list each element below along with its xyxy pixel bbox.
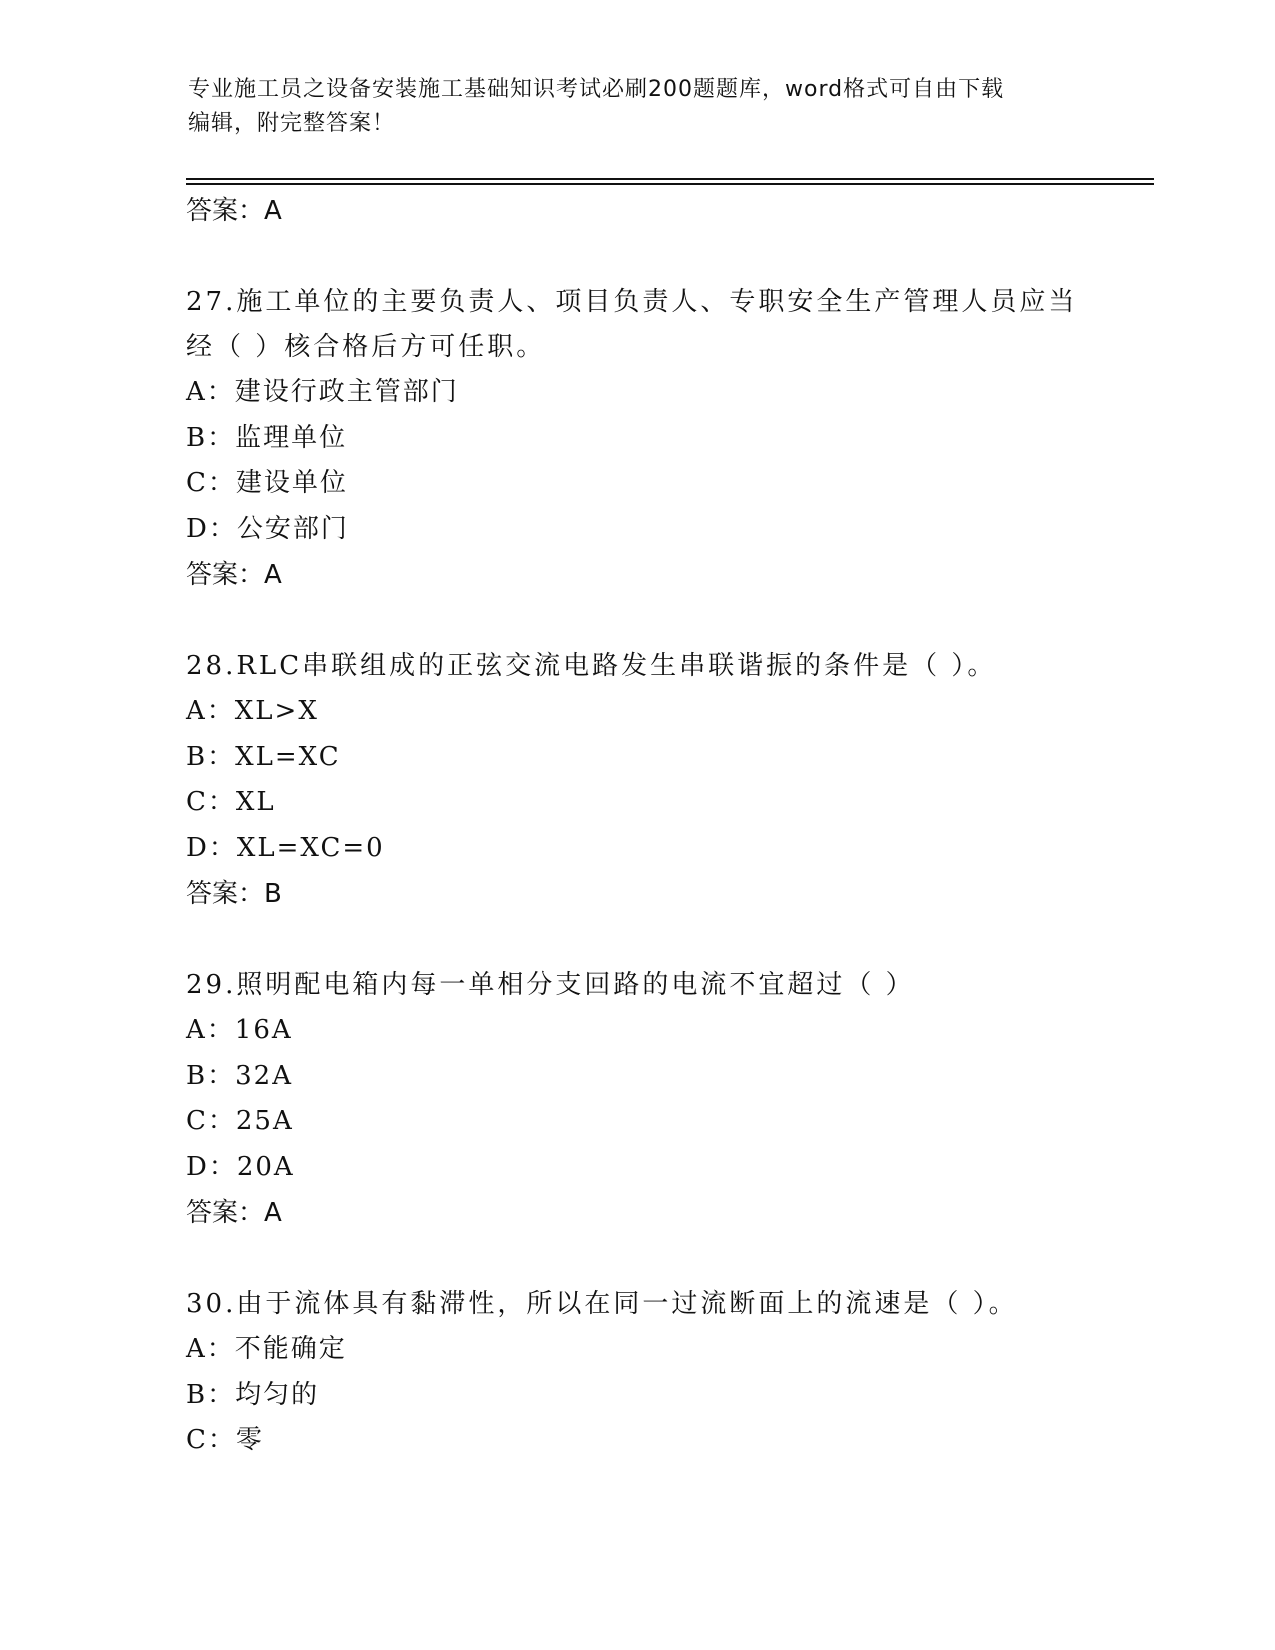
question-30 xyxy=(186,1282,1086,1464)
answer-line: 答案：A xyxy=(186,560,282,590)
option-d: D：XL=XC=0 xyxy=(186,832,385,863)
question-text xyxy=(186,280,1086,325)
option-c: C：建设单位 xyxy=(186,468,348,498)
question-number: 28. xyxy=(186,651,237,681)
document-body xyxy=(186,188,1086,1464)
question-text xyxy=(186,644,1086,689)
option-c: C：零 xyxy=(186,1425,264,1455)
option-d: D：公安部门 xyxy=(186,513,349,544)
question-29 xyxy=(186,963,1086,1236)
answer-line: 答案：A xyxy=(186,196,282,226)
question-text-line-1: RLC串联组成的正弦交流电路发生串联谐振的条件是（ ）。 xyxy=(236,651,997,681)
document-header xyxy=(188,73,1088,141)
header-line-2: 编辑，附完整答案！ xyxy=(188,111,396,136)
question-text-line-1: 由于流体具有黏滞性，所以在同一过流断面上的流速是（ ）。 xyxy=(236,1289,1018,1319)
question-number: 29. xyxy=(186,970,237,1000)
header-divider-top xyxy=(186,178,1154,180)
option-c: C：25A xyxy=(186,1106,294,1136)
question-text-line-1: 施工单位的主要负责人、项目负责人、专职安全生产管理人员应当 xyxy=(236,287,1078,317)
option-a: A：16A xyxy=(186,1015,293,1045)
option-b: B：均匀的 xyxy=(186,1379,320,1410)
option-a: A：不能确定 xyxy=(186,1334,347,1364)
question-27 xyxy=(186,280,1086,598)
question-text xyxy=(186,963,1086,1008)
option-a: A：建设行政主管部门 xyxy=(186,377,459,407)
question-text xyxy=(186,1282,1086,1327)
header-line-1: 专业施工员之设备安装施工基础知识考试必刷200题题库，word格式可自由下载 xyxy=(188,77,1005,102)
question-text-line-2: 经（ ）核合格后方可任职。 xyxy=(186,332,546,362)
question-text-line-1: 照明配电箱内每一单相分支回路的电流不宜超过（ ） xyxy=(236,970,915,1000)
option-d: D：20A xyxy=(186,1151,295,1182)
question-number: 30. xyxy=(186,1289,237,1319)
answer-line: 答案：A xyxy=(186,1198,282,1228)
option-a: A：XL>X xyxy=(186,696,319,726)
question-number: 27. xyxy=(186,287,237,317)
option-c: C：XL xyxy=(186,787,276,817)
option-b: B：监理单位 xyxy=(186,422,348,453)
question-28 xyxy=(186,644,1086,917)
header-divider-bottom xyxy=(186,183,1154,185)
option-b: B：XL=XC xyxy=(186,741,341,772)
answer-line: 答案：B xyxy=(186,879,282,909)
option-b: B：32A xyxy=(186,1060,293,1091)
